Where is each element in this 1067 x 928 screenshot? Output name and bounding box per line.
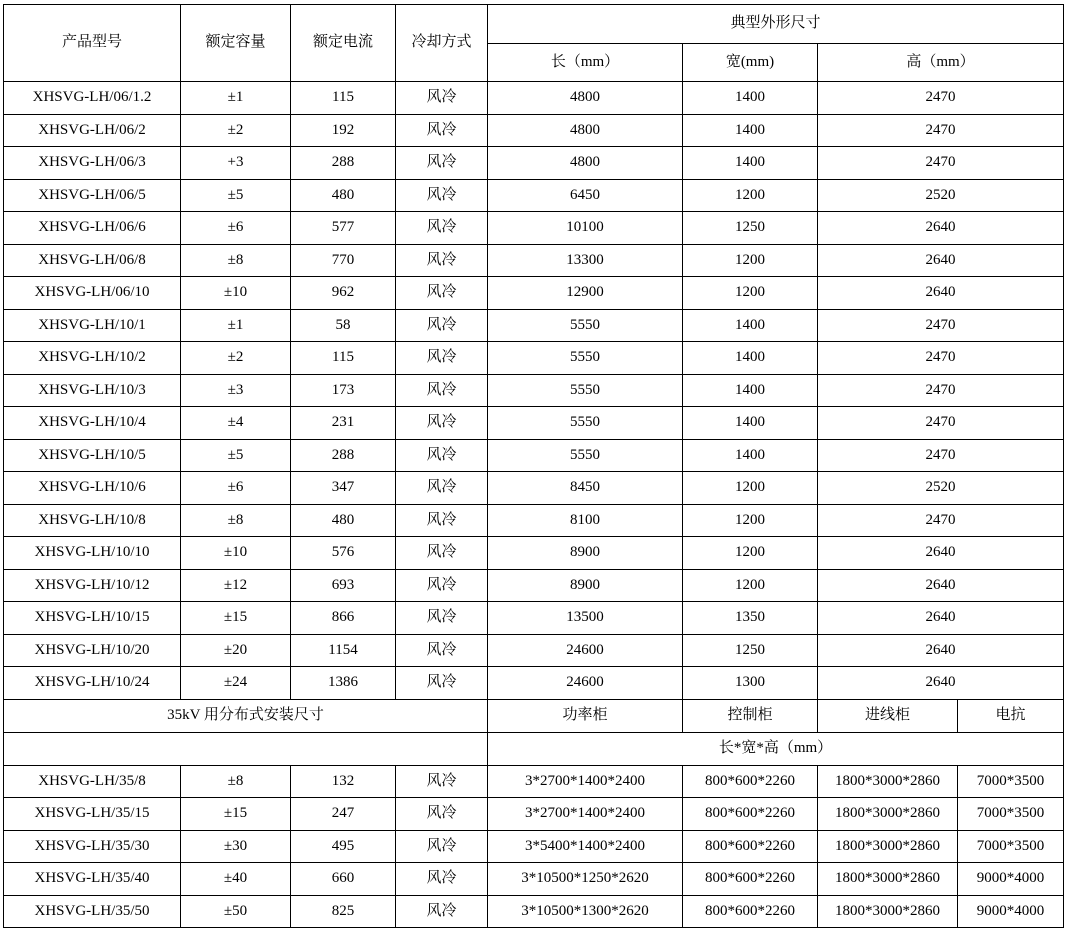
cell-cooling: 风冷 [395,634,487,667]
cell-current: 115 [290,342,395,375]
cell-length: 5550 [487,309,682,342]
table-row [3,179,1063,212]
table-row [3,439,1063,472]
cell-length: 5550 [487,439,682,472]
cell-capacity: ±10 [180,537,290,570]
cell-height: 2470 [817,342,1063,375]
header-current: 额定电流 [290,5,395,82]
cell-cooling: 风冷 [395,537,487,570]
header-control-cabinet: 控制柜 [682,699,817,732]
cell-power-cabinet: 3*10500*1300*2620 [487,895,682,928]
cell-length: 4800 [487,82,682,115]
header-height: 高（mm） [817,43,1063,82]
cell-current: 115 [290,82,395,115]
cell-width: 1400 [682,374,817,407]
table-row [3,342,1063,375]
cell-cooling: 风冷 [395,407,487,440]
cell-height: 2640 [817,212,1063,245]
cell-model: XHSVG-LH/10/2 [3,342,180,375]
cell-capacity: ±24 [180,667,290,700]
cell-width: 1200 [682,277,817,310]
specification-table [3,4,1064,928]
header-incoming-cabinet: 进线柜 [817,699,957,732]
cell-capacity: ±40 [180,863,290,896]
cell-model: XHSVG-LH/35/40 [3,863,180,896]
table-row [3,114,1063,147]
header-capacity: 额定容量 [180,5,290,82]
cell-current: 770 [290,244,395,277]
table-row [3,82,1063,115]
cell-cooling: 风冷 [395,374,487,407]
cell-power-cabinet: 3*5400*1400*2400 [487,830,682,863]
cell-length: 12900 [487,277,682,310]
cell-current: 1154 [290,634,395,667]
cell-width: 1400 [682,309,817,342]
cell-capacity: ±12 [180,569,290,602]
table-row [3,472,1063,505]
spacer-cell [3,732,487,765]
cell-cooling: 风冷 [395,602,487,635]
cell-height: 2520 [817,472,1063,505]
cell-height: 2470 [817,114,1063,147]
cell-current: 660 [290,863,395,896]
cell-width: 1400 [682,82,817,115]
cell-cooling: 风冷 [395,147,487,180]
cell-capacity: ±20 [180,634,290,667]
section-35kv-dim-note-row [3,732,1063,765]
cell-capacity: ±10 [180,277,290,310]
cell-current: 231 [290,407,395,440]
cell-capacity: ±5 [180,179,290,212]
cell-cooling: 风冷 [395,244,487,277]
table-row [3,504,1063,537]
cell-current: 480 [290,504,395,537]
cell-control-cabinet: 800*600*2260 [682,765,817,798]
cell-height: 2470 [817,407,1063,440]
cell-capacity: ±15 [180,798,290,831]
table-row [3,863,1063,896]
cell-capacity: ±50 [180,895,290,928]
cell-height: 2470 [817,504,1063,537]
cell-model: XHSVG-LH/35/50 [3,895,180,928]
cell-model: XHSVG-LH/10/12 [3,569,180,602]
cell-model: XHSVG-LH/10/1 [3,309,180,342]
header-dimensions-group: 典型外形尺寸 [487,5,1063,44]
cell-current: 288 [290,439,395,472]
cell-model: XHSVG-LH/35/30 [3,830,180,863]
cell-cooling: 风冷 [395,472,487,505]
header-model: 产品型号 [3,5,180,82]
cell-cooling: 风冷 [395,895,487,928]
cell-current: 192 [290,114,395,147]
cell-height: 2470 [817,147,1063,180]
cell-cooling: 风冷 [395,504,487,537]
cell-cooling: 风冷 [395,82,487,115]
cell-current: 577 [290,212,395,245]
header-reactor: 电抗 [957,699,1063,732]
cell-width: 1250 [682,212,817,245]
cell-length: 4800 [487,114,682,147]
table-row [3,569,1063,602]
table-row [3,765,1063,798]
cell-cooling: 风冷 [395,114,487,147]
cell-current: 480 [290,179,395,212]
cell-control-cabinet: 800*600*2260 [682,863,817,896]
cell-width: 1200 [682,569,817,602]
table-row [3,309,1063,342]
cell-current: 1386 [290,667,395,700]
cell-control-cabinet: 800*600*2260 [682,798,817,831]
cell-length: 24600 [487,667,682,700]
cell-model: XHSVG-LH/35/15 [3,798,180,831]
cell-cooling: 风冷 [395,765,487,798]
section-35kv-title-row [3,699,1063,732]
cell-model: XHSVG-LH/06/3 [3,147,180,180]
cell-capacity: +3 [180,147,290,180]
cell-model: XHSVG-LH/10/15 [3,602,180,635]
cell-power-cabinet: 3*2700*1400*2400 [487,765,682,798]
cell-model: XHSVG-LH/10/24 [3,667,180,700]
cell-height: 2470 [817,309,1063,342]
cell-height: 2470 [817,374,1063,407]
cell-incoming-cabinet: 1800*3000*2860 [817,863,957,896]
table-row [3,830,1063,863]
cell-capacity: ±3 [180,374,290,407]
cell-capacity: ±6 [180,472,290,505]
cell-cooling: 风冷 [395,667,487,700]
cell-capacity: ±1 [180,82,290,115]
cell-length: 13500 [487,602,682,635]
table-row [3,602,1063,635]
table-header [3,5,1063,82]
cell-cooling: 风冷 [395,863,487,896]
cell-height: 2640 [817,602,1063,635]
header-width: 宽(mm) [682,43,817,82]
table-row [3,244,1063,277]
cell-control-cabinet: 800*600*2260 [682,830,817,863]
cell-current: 825 [290,895,395,928]
cell-model: XHSVG-LH/06/2 [3,114,180,147]
cell-width: 1200 [682,504,817,537]
cell-model: XHSVG-LH/10/6 [3,472,180,505]
cell-current: 693 [290,569,395,602]
header-power-cabinet: 功率柜 [487,699,682,732]
cell-width: 1250 [682,634,817,667]
cell-width: 1350 [682,602,817,635]
cell-width: 1400 [682,114,817,147]
table-row [3,667,1063,700]
cell-current: 173 [290,374,395,407]
cell-capacity: ±1 [180,309,290,342]
cell-width: 1200 [682,244,817,277]
cell-cooling: 风冷 [395,277,487,310]
cell-length: 8900 [487,569,682,602]
cell-capacity: ±2 [180,342,290,375]
cell-length: 24600 [487,634,682,667]
cell-model: XHSVG-LH/06/1.2 [3,82,180,115]
cell-reactor: 9000*4000 [957,895,1063,928]
cell-height: 2470 [817,82,1063,115]
cell-height: 2640 [817,277,1063,310]
cell-model: XHSVG-LH/10/4 [3,407,180,440]
cell-current: 962 [290,277,395,310]
table-row [3,537,1063,570]
cell-length: 8900 [487,537,682,570]
cell-current: 132 [290,765,395,798]
cell-current: 576 [290,537,395,570]
cell-power-cabinet: 3*2700*1400*2400 [487,798,682,831]
cell-length: 13300 [487,244,682,277]
cell-capacity: ±2 [180,114,290,147]
cell-length: 10100 [487,212,682,245]
cell-length: 6450 [487,179,682,212]
cell-length: 8100 [487,504,682,537]
cell-capacity: ±8 [180,765,290,798]
cell-model: XHSVG-LH/06/10 [3,277,180,310]
cell-model: XHSVG-LH/06/8 [3,244,180,277]
table-row [3,895,1063,928]
cell-height: 2470 [817,439,1063,472]
cell-reactor: 7000*3500 [957,798,1063,831]
cell-cooling: 风冷 [395,569,487,602]
cell-length: 5550 [487,342,682,375]
table-row [3,374,1063,407]
cell-width: 1400 [682,147,817,180]
cell-power-cabinet: 3*10500*1250*2620 [487,863,682,896]
table-row [3,212,1063,245]
table-body [3,82,1063,928]
cell-height: 2640 [817,634,1063,667]
cell-current: 247 [290,798,395,831]
cell-width: 1300 [682,667,817,700]
cell-height: 2520 [817,179,1063,212]
cell-model: XHSVG-LH/10/3 [3,374,180,407]
cell-reactor: 9000*4000 [957,863,1063,896]
cell-incoming-cabinet: 1800*3000*2860 [817,798,957,831]
cell-reactor: 7000*3500 [957,765,1063,798]
cell-control-cabinet: 800*600*2260 [682,895,817,928]
cell-model: XHSVG-LH/10/8 [3,504,180,537]
cell-current: 288 [290,147,395,180]
cell-length: 4800 [487,147,682,180]
cell-width: 1200 [682,472,817,505]
cell-capacity: ±6 [180,212,290,245]
cell-height: 2640 [817,667,1063,700]
cell-current: 866 [290,602,395,635]
cell-model: XHSVG-LH/10/10 [3,537,180,570]
cell-cooling: 风冷 [395,309,487,342]
cell-incoming-cabinet: 1800*3000*2860 [817,895,957,928]
cell-length: 5550 [487,374,682,407]
cell-model: XHSVG-LH/06/6 [3,212,180,245]
cell-incoming-cabinet: 1800*3000*2860 [817,830,957,863]
cell-capacity: ±5 [180,439,290,472]
cell-height: 2640 [817,537,1063,570]
cell-capacity: ±4 [180,407,290,440]
cell-width: 1200 [682,537,817,570]
cell-capacity: ±8 [180,504,290,537]
dim-note: 长*宽*高（mm） [487,732,1063,765]
cell-width: 1200 [682,179,817,212]
section-35kv-title: 35kV 用分布式安装尺寸 [3,699,487,732]
cell-current: 495 [290,830,395,863]
cell-cooling: 风冷 [395,830,487,863]
cell-cooling: 风冷 [395,212,487,245]
cell-height: 2640 [817,569,1063,602]
cell-model: XHSVG-LH/35/8 [3,765,180,798]
cell-capacity: ±8 [180,244,290,277]
cell-width: 1400 [682,407,817,440]
cell-cooling: 风冷 [395,798,487,831]
cell-model: XHSVG-LH/10/5 [3,439,180,472]
cell-capacity: ±30 [180,830,290,863]
cell-model: XHSVG-LH/10/20 [3,634,180,667]
header-cooling: 冷却方式 [395,5,487,82]
table-row [3,407,1063,440]
cell-width: 1400 [682,439,817,472]
header-row-group [3,5,1063,44]
table-row [3,147,1063,180]
table-row [3,634,1063,667]
cell-cooling: 风冷 [395,179,487,212]
cell-current: 347 [290,472,395,505]
table-row [3,277,1063,310]
cell-width: 1400 [682,342,817,375]
cell-reactor: 7000*3500 [957,830,1063,863]
cell-length: 5550 [487,407,682,440]
cell-incoming-cabinet: 1800*3000*2860 [817,765,957,798]
cell-cooling: 风冷 [395,342,487,375]
cell-cooling: 风冷 [395,439,487,472]
cell-current: 58 [290,309,395,342]
cell-capacity: ±15 [180,602,290,635]
table-row [3,798,1063,831]
cell-model: XHSVG-LH/06/5 [3,179,180,212]
cell-height: 2640 [817,244,1063,277]
header-length: 长（mm） [487,43,682,82]
cell-length: 8450 [487,472,682,505]
